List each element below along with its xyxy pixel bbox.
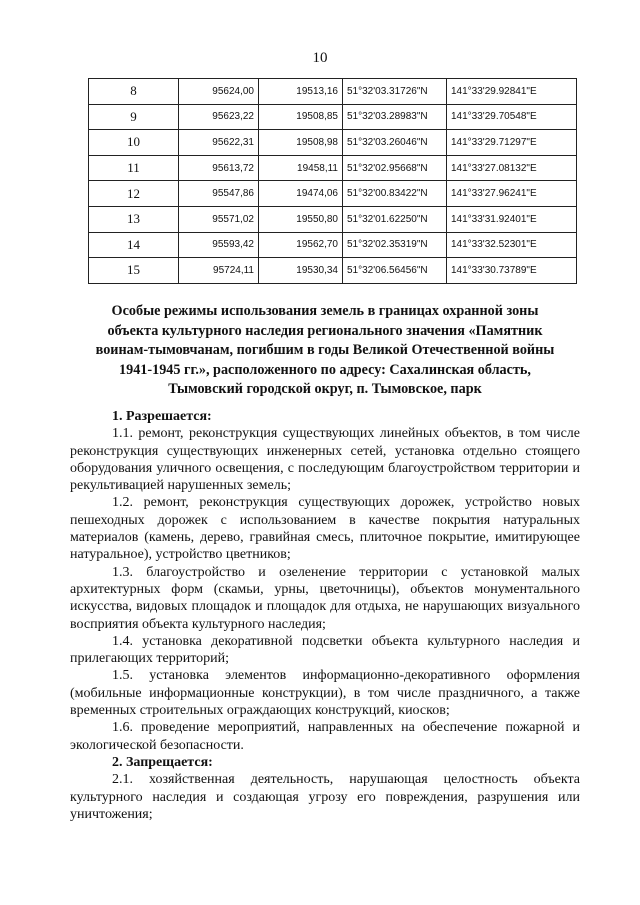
- longitude-cell: 141°33'29.71297"E: [447, 130, 577, 156]
- table-row: [89, 258, 577, 284]
- point-number-cell: 14: [89, 232, 179, 258]
- point-number-cell: 12: [89, 181, 179, 207]
- allowed-item: 1.4. установка декоративной подсветки объекта культурного наследия и прилегающих территорий;: [70, 633, 580, 667]
- longitude-cell: 141°33'29.92841"E: [447, 79, 577, 105]
- x-coordinate-cell: 95571,02: [179, 206, 259, 232]
- y-coordinate-cell: 19458,11: [259, 155, 343, 181]
- latitude-cell: 51°32'02.95668"N: [343, 155, 447, 181]
- table-row: [89, 104, 577, 130]
- y-coordinate-cell: 19513,16: [259, 79, 343, 105]
- point-number-cell: 15: [89, 258, 179, 284]
- y-coordinate-cell: 19474,06: [259, 181, 343, 207]
- page-number: 10: [312, 50, 328, 66]
- allowed-item: 1.5. установка элементов информационно-декоративного оформления (мобильные информационные конструкции), в том числе праздничного, а также временных строительных ограждающих конструкций, киосков;: [70, 668, 580, 719]
- heading-line: 1941-1945 гг.», расположенного по адресу: Сахалинская область,: [119, 361, 531, 378]
- latitude-cell: 51°32'03.31726"N: [343, 79, 447, 105]
- y-coordinate-cell: 19530,34: [259, 258, 343, 284]
- latitude-cell: 51°32'00.83422"N: [343, 181, 447, 207]
- longitude-cell: 141°33'31.92401"E: [447, 206, 577, 232]
- x-coordinate-cell: 95613,72: [179, 155, 259, 181]
- heading-line: воинам-тымовчанам, погибшим в годы Великой Отечественной войны: [95, 342, 555, 358]
- latitude-cell: 51°32'03.28983"N: [343, 104, 447, 130]
- point-number-cell: 11: [89, 155, 179, 181]
- prohibited-section-title: 2. Запрещается:: [112, 754, 213, 770]
- y-coordinate-cell: 19562,70: [259, 232, 343, 258]
- section-heading: [70, 302, 580, 400]
- allowed-item: 1.1. ремонт, реконструкция существующих линейных объектов, в том числе реконструкция существующих инженерных сетей, установка отдельно стоящего оборудования уличного освещения, с последующим благоустройством территории и рекультивацией нарушенных земель;: [70, 426, 580, 494]
- longitude-cell: 141°33'27.08132"E: [447, 155, 577, 181]
- table-row: [89, 232, 577, 258]
- longitude-cell: 141°33'29.70548"E: [447, 104, 577, 130]
- document-body: [70, 408, 580, 823]
- point-number-cell: 8: [89, 79, 179, 105]
- allowed-item: 1.6. проведение мероприятий, направленных на обеспечение пожарной и экологической безопасности.: [70, 720, 580, 753]
- longitude-cell: 141°33'30.73789"E: [447, 258, 577, 284]
- y-coordinate-cell: 19508,85: [259, 104, 343, 130]
- x-coordinate-cell: 95547,86: [179, 181, 259, 207]
- latitude-cell: 51°32'03.26046"N: [343, 130, 447, 156]
- x-coordinate-cell: 95724,11: [179, 258, 259, 284]
- table-row: [89, 79, 577, 105]
- heading-line: Особые режимы использования земель в границах охранной зоны: [111, 303, 539, 319]
- y-coordinate-cell: 19508,98: [259, 130, 343, 156]
- point-number-cell: 10: [89, 130, 179, 156]
- allowed-section-title: 1. Разрешается:: [112, 409, 212, 424]
- x-coordinate-cell: 95623,22: [179, 104, 259, 130]
- point-number-cell: 13: [89, 206, 179, 232]
- latitude-cell: 51°32'01.62250"N: [343, 206, 447, 232]
- longitude-cell: 141°33'27.96241"E: [447, 181, 577, 207]
- y-coordinate-cell: 19550,80: [259, 206, 343, 232]
- latitude-cell: 51°32'02.35319"N: [343, 232, 447, 258]
- x-coordinate-cell: 95624,00: [179, 79, 259, 105]
- table-row: [89, 155, 577, 181]
- table-row: [89, 181, 577, 207]
- allowed-item: 1.2. ремонт, реконструкция существующих дорожек, устройство новых пешеходных дорожек с использованием в качестве покрытия натуральных материалов (камень, дерево, гравийная смесь, плиточное покрытие, имитирующее натуральное), устройство цветников;: [70, 495, 580, 563]
- allowed-item: 1.3. благоустройство и озеленение территории с установкой малых архитектурных форм (скамьи, урны, цветочницы), объектов монументального искусства, видовых площадок и площадок для отдыха, не нарушающих визуального восприятия объекта культурного наследия;: [70, 564, 580, 632]
- x-coordinate-cell: 95593,42: [179, 232, 259, 258]
- heading-line: объекта культурного наследия регионального значения «Памятник: [107, 322, 543, 339]
- longitude-cell: 141°33'32.52301"E: [447, 232, 577, 258]
- table-row: [89, 206, 577, 232]
- x-coordinate-cell: 95622,31: [179, 130, 259, 156]
- latitude-cell: 51°32'06.56456"N: [343, 258, 447, 284]
- prohibited-item: 2.1. хозяйственная деятельность, нарушающая целостность объекта культурного наследия и создающая угрозу его повреждения, разрушения или уничтожения;: [70, 772, 580, 822]
- coordinates-table: [88, 78, 577, 284]
- heading-line: Тымовский городской округ, п. Тымовское, парк: [168, 381, 482, 397]
- table-row: [89, 130, 577, 156]
- point-number-cell: 9: [89, 104, 179, 130]
